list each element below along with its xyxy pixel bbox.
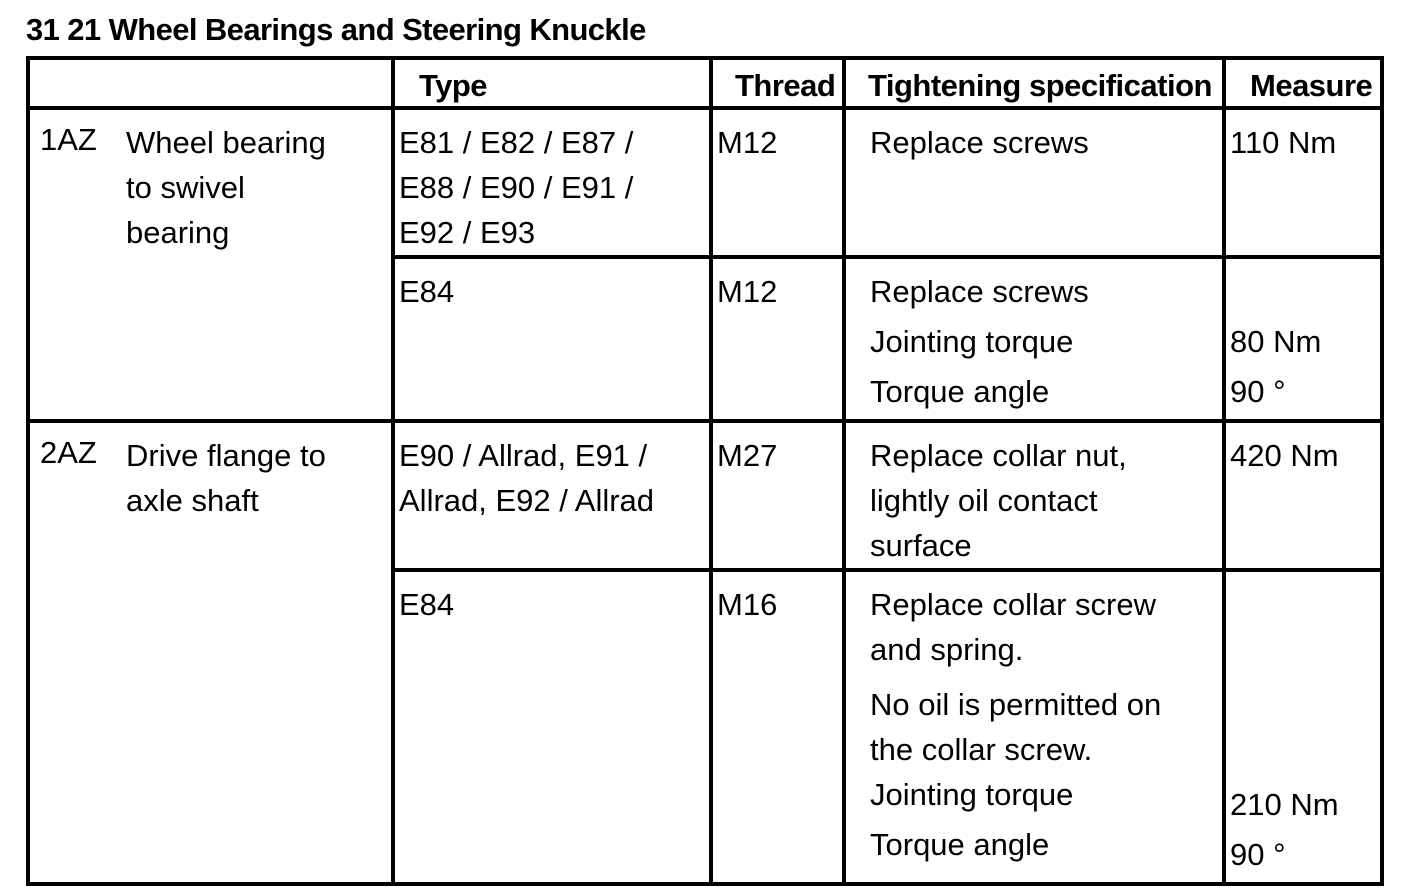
header-spec: Tightening specification [844, 58, 1224, 108]
group-cell-1az [28, 108, 393, 421]
torque-spec-table [26, 56, 1384, 886]
header-measure: Measure [1224, 58, 1382, 108]
spec-cell: Replace screws [844, 108, 1224, 257]
group-code: 2AZ [40, 435, 97, 470]
header-type: Type [393, 58, 711, 108]
type-cell: E84 [393, 570, 711, 884]
group-description: Drive flange to axle shaft [126, 438, 326, 518]
thread-cell: M12 [711, 108, 844, 257]
thread-cell: M16 [711, 570, 844, 884]
header-blank [28, 58, 393, 108]
type-cell: E84 [393, 257, 711, 421]
table-header-row [28, 58, 1382, 108]
header-thread: Thread [711, 58, 844, 108]
table-row [28, 108, 1382, 257]
page-title: 31 21 Wheel Bearings and Steering Knuckle [26, 12, 646, 47]
group-cell-2az [28, 421, 393, 884]
spec-cell: Replace collar screw and spring. No oil is permitted on the collar screw. Jointing torque Torque angle [844, 570, 1224, 884]
thread-cell: M12 [711, 257, 844, 421]
type-cell: E90 / Allrad, E91 / Allrad, E92 / Allrad [393, 421, 711, 570]
table-row [28, 421, 1382, 570]
measure-cell: 80 Nm 90 ° [1224, 257, 1382, 421]
measure-cell: 210 Nm 90 ° [1224, 570, 1382, 884]
group-description: Wheel bearing to swivel bearing [126, 125, 326, 250]
group-code: 1AZ [40, 122, 97, 157]
spec-cell: Replace screws Jointing torque Torque angle [844, 257, 1224, 421]
measure-cell: 420 Nm [1224, 421, 1382, 570]
measure-cell: 110 Nm [1224, 108, 1382, 257]
thread-cell: M27 [711, 421, 844, 570]
type-cell: E81 / E82 / E87 / E88 / E90 / E91 / E92 / E93 [393, 108, 711, 257]
spec-cell: Replace collar nut, lightly oil contact surface [844, 421, 1224, 570]
